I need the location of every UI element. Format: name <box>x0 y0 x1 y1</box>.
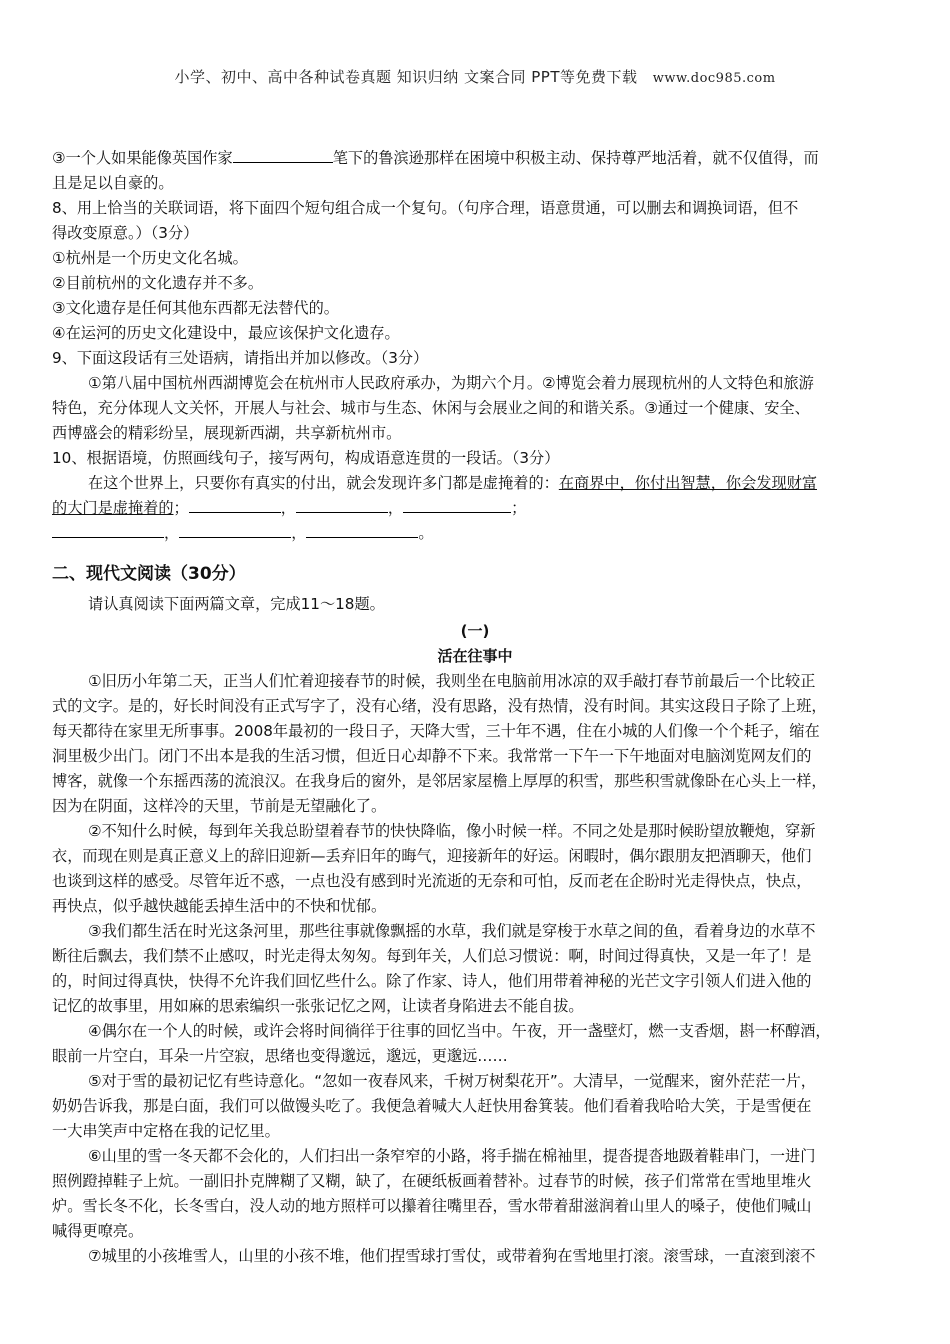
answer-blank[interactable] <box>179 522 291 538</box>
article-line: ①旧历小年第二天，正当人们忙着迎接春节的时候，我则坐在电脑前用冰凉的双手敲打春节前最后一个比较正 <box>88 672 816 690</box>
q10-comma: ， <box>280 499 296 517</box>
answer-blank[interactable] <box>189 497 281 513</box>
header-url: www.doc985.com <box>652 71 776 86</box>
article-line: 式的文字。是的，好长时间没有正式写字了，没有心绪，没有思路，没有热情，没有时间。其实这段日子除了上班， <box>52 697 827 715</box>
article-body <box>52 669 898 1269</box>
q10-underlined-b: 的大门是虚掩着的 <box>52 499 174 517</box>
q10-comma: ， <box>387 499 404 517</box>
article-line: ⑤对于雪的最初记忆有些诗意化。“忽如一夜春风来，千树万树梨花开”。大清早，一觉醒来，窗外茫茫一片， <box>88 1072 816 1090</box>
article-line: 眼前一片空白，耳朵一片空寂，思绪也变得邈远，邈远，更邈远…… <box>52 1047 508 1065</box>
part-label: (一) <box>460 622 490 640</box>
q10-underlined-a: 在商界中，你付出智慧，你会发现财富 <box>558 474 817 492</box>
article-line: ②不知什么时候，每到年关我总盼望着春节的快快降临，像小时候一样。不同之处是那时候盼望放鞭炮，穿新 <box>88 822 816 840</box>
article-line: 喊得更嘹亮。 <box>52 1222 144 1240</box>
article-line: 的，时间过得真快，快得不允许我们回忆些什么。除了作家、诗人，他们用带着神秘的光芒文字引领人们进入他的 <box>52 972 812 990</box>
article-line: 因为在阴面，这样冷的天里，节前是无望融化了。 <box>52 797 387 815</box>
article-title: 活在往事中 <box>437 647 513 665</box>
article-line: 照例蹬掉鞋子上炕。一副旧扑克牌糊了又糊，缺了，在硬纸板画着替补。过春节的时候，孩子们常常在雪地里堆火 <box>52 1172 812 1190</box>
q9-line-1: ①第八届中国杭州西湖博览会在杭州市人民政府承办，为期六个月。②博览会着力展现杭州的人文特色和旅游 <box>88 374 814 392</box>
article-line: 博客，就像一个东摇西荡的流浪汉。在我身后的窗外，是邻居家屋檐上厚厚的积雪，那些积雪就像卧在心头上一样， <box>52 772 827 790</box>
answer-blank[interactable] <box>296 497 388 513</box>
q10-line-2 <box>52 496 898 521</box>
q10-comma: ， <box>164 524 180 542</box>
article-line: 衣，而现在则是真正意义上的辞旧迎新—丢弃旧年的晦气，迎接新年的好运。闲暇时，偶尔跟朋友把酒聊天，他们 <box>52 847 812 865</box>
article-line: 再快点，似乎越快越能丢掉生活中的不快和忧郁。 <box>52 897 387 915</box>
q8-sentence-3: ③文化遗存是任何其他东西都无法替代的。 <box>52 299 339 317</box>
answer-blank[interactable] <box>233 147 333 163</box>
q10-line-3 <box>52 521 898 546</box>
q10-period: 。 <box>418 524 434 542</box>
article-line: 炉。雪长冬不化，长冬雪白，没人动的地方照样可以攥着往嘴里吞，雪水带着甜滋润着山里人的嗓子，使他们喊山 <box>52 1197 812 1215</box>
page-header <box>0 66 950 87</box>
q9-title: 9、下面这段话有三处语病，请指出并加以修改。（3分） <box>52 349 429 367</box>
q8-sentence-4: ④在运河的历史文化建设中，最应该保护文化遗存。 <box>52 324 400 342</box>
q9-line-3: 西博盛会的精彩纷呈，展现新西湖，共享新杭州市。 <box>52 424 402 442</box>
q8-sentence-2: ②目前杭州的文化遗存并不多。 <box>52 274 264 292</box>
q10-semicolon: ； <box>511 499 527 517</box>
q10-line-1 <box>52 471 898 496</box>
q8-line-1: 8、用上恰当的关联词语，将下面四个短句组合成一个复句。（句序合理，语意贯通，可以删去和调换词语，但不 <box>52 199 799 217</box>
article-line: ③我们都生活在时光这条河里，那些往事就像飘摇的水草，我们就是穿梭于水草之间的鱼，看着身边的水草不 <box>88 922 816 940</box>
section-title: 二、现代文阅读（30分） <box>52 564 246 584</box>
q8-sentence-1: ①杭州是一个历史文化名城。 <box>52 249 248 267</box>
document-body <box>52 146 898 1269</box>
q7-text-a: ③一个人如果能像英国作家 <box>52 149 233 167</box>
article-line: ⑦城里的小孩堆雪人，山里的小孩不堆，他们捏雪球打雪仗，或带着狗在雪地里打滚。滚雪球，一直滚到滚不 <box>88 1247 816 1265</box>
q10-semicolon: ； <box>173 499 189 517</box>
article-line: 一大串笑声中定格在我的记忆里。 <box>52 1122 280 1140</box>
article-line: 也谈到这样的感受。尽管年近不惑，一点也没有感到时光流逝的无奈和可怕，反而老在企盼时光走得快点，快点， <box>52 872 812 890</box>
q7-line-2: 且是足以自豪的。 <box>52 174 174 192</box>
article-line: 洞里极少出门。闭门不出本是我的生活习惯，但近日心却静不下来。我常常一下午一下午地面对电脑浏览网友们的 <box>52 747 812 765</box>
q9-line-2: 特色，充分体现人文关怀，开展人与社会、城市与生态、休闲与会展业之间的和谐关系。③通过一个健康、安全、 <box>52 399 810 417</box>
answer-blank[interactable] <box>52 522 164 538</box>
q10-comma: ， <box>291 524 307 542</box>
header-text: 小学、初中、高中各种试卷真题 知识归纳 文案合同 PPT等免费下载 <box>174 68 638 86</box>
article-line: 每天都待在家里无所事事。2008年最初的一段日子，天降大雪，三十年不遇，住在小城的人们像一个个耗子，缩在 <box>52 722 820 740</box>
q7-line-1 <box>52 146 898 171</box>
q8-line-2: 得改变原意。）（3分） <box>52 224 199 242</box>
q10-text-a: 在这个世界上，只要你有真实的付出，就会发现许多门都是虚掩着的： <box>88 474 559 492</box>
article-line: 奶奶告诉我，那是白面，我们可以做馒头吃了。我便急着喊大人赶快用畚箕装。他们看着我哈哈大笑，于是雪便在 <box>52 1097 812 1115</box>
answer-blank[interactable] <box>403 497 511 513</box>
q7-text-b: 笔下的鲁滨逊那样在困境中积极主动、保持尊严地活着，就不仅值得，而 <box>332 149 819 167</box>
article-line: ⑥山里的雪一冬天都不会化的，人们扫出一条窄窄的小路，将手揣在棉袖里，提沓提沓地趿着鞋串门，一进门 <box>88 1147 816 1165</box>
article-line: 记忆的故事里，用如麻的思索编织一张张记忆之网，让读者身陷进去不能自拔。 <box>52 997 584 1015</box>
article-line: ④偶尔在一个人的时候，或许会将时间徜徉于往事的回忆当中。午夜，开一盏壁灯，燃一支香烟，斟一杯醇酒， <box>88 1022 831 1040</box>
answer-blank[interactable] <box>306 522 418 538</box>
article-line: 断往后飘去，我们禁不止感叹，时光走得太匆匆。每到年关，人们总习惯说：啊，时间过得真快，又是一年了！是 <box>52 947 812 965</box>
q10-title: 10、根据语境，仿照画线句子，接写两句，构成语意连贯的一段话。（3分） <box>52 449 560 467</box>
section-intro: 请认真阅读下面两篇文章，完成11～18题。 <box>88 595 385 613</box>
